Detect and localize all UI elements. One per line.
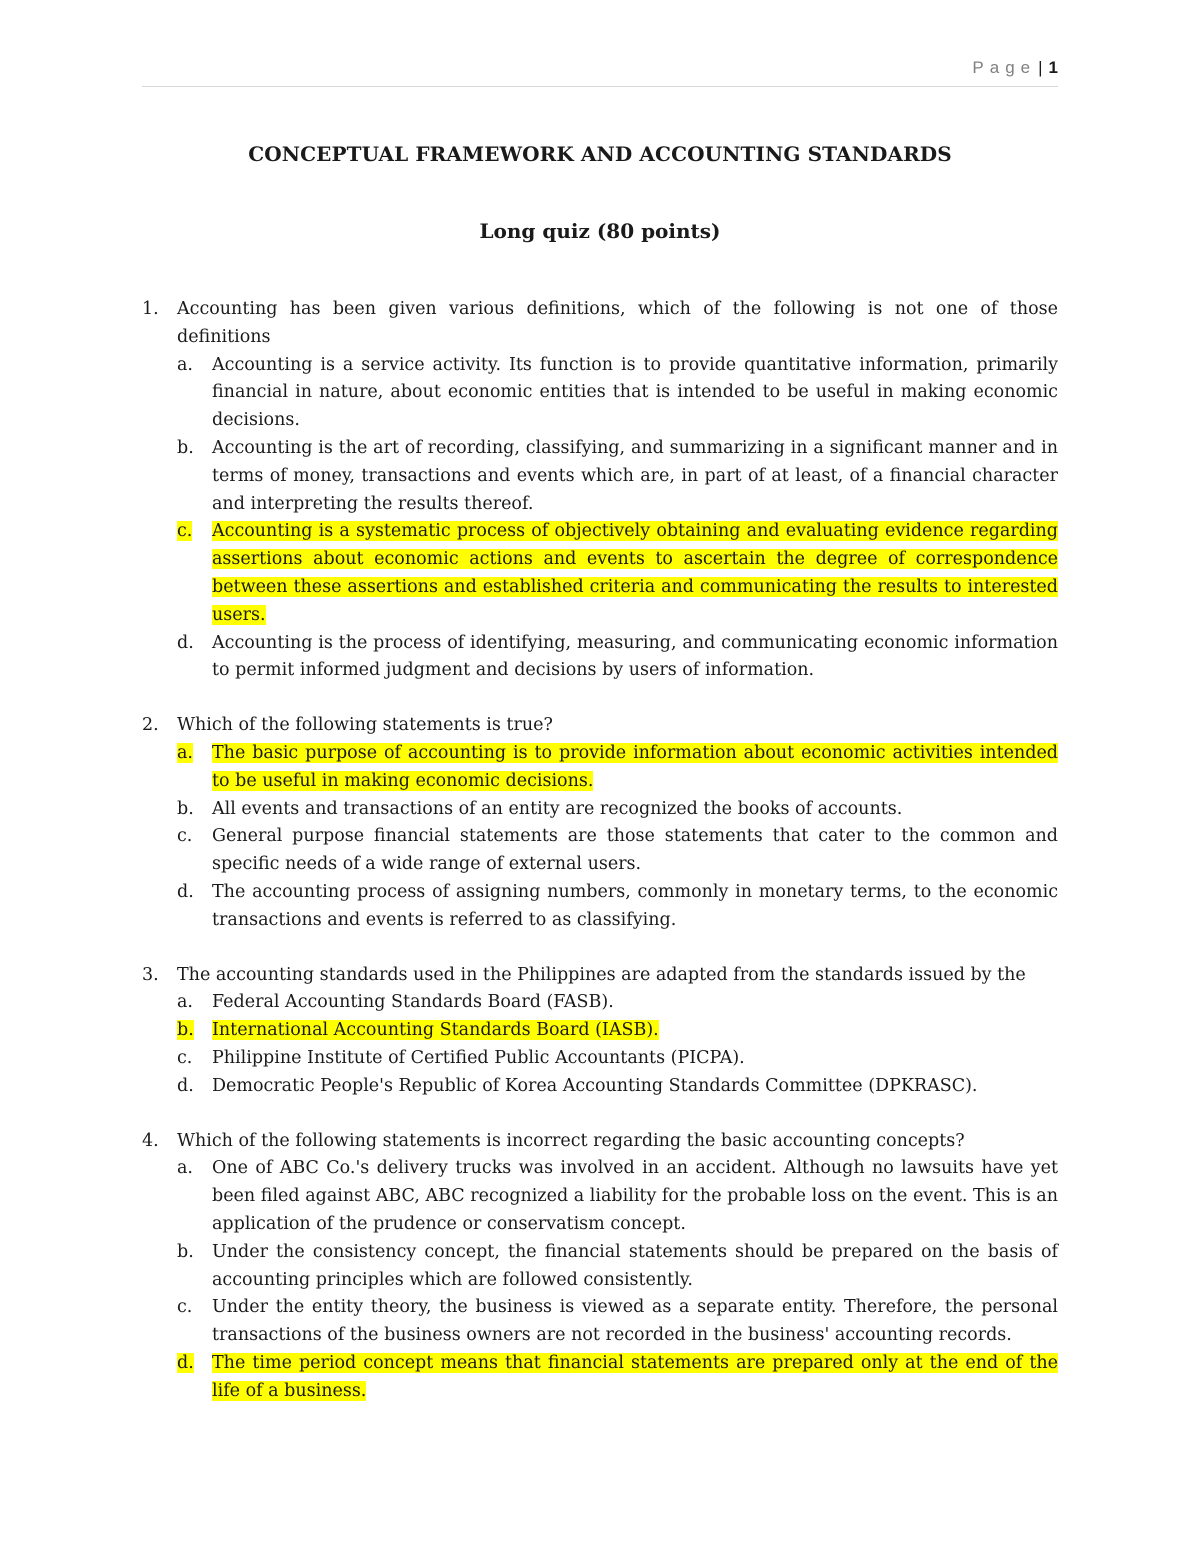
- option-letter: a.: [177, 992, 193, 1013]
- option-4d-highlighted-answer: [177, 1350, 1058, 1406]
- option-text: Accounting is the process of identifying, measuring, and communicating economic information to permit informed judgment and decisions by users of information.: [212, 632, 1058, 681]
- option-2c: [177, 823, 1058, 879]
- quiz-subtitle: Long quiz (80 points): [479, 219, 721, 243]
- option-list: [142, 352, 1058, 686]
- option-text: Democratic People's Republic of Korea Accounting Standards Committee (DPKRASC).: [212, 1075, 978, 1096]
- question-number: 4.: [142, 1130, 159, 1151]
- option-letter: c.: [177, 1047, 193, 1068]
- option-text: One of ABC Co.'s delivery trucks was involved in an accident. Although no lawsuits have yet been filed against ABC, ABC recognized a liability for the probable loss on the event. This is an application of the prudence or conservatism concept.: [212, 1158, 1058, 1234]
- option-letter: a.: [177, 1158, 193, 1179]
- option-text: Accounting is the art of recording, classifying, and summarizing in a significant manner and in terms of money, transactions and events which are, in part of at least, of a financial character and interpreting the results thereof.: [212, 437, 1058, 514]
- option-text: Federal Accounting Standards Board (FASB).: [212, 992, 614, 1013]
- question-list: [142, 296, 1058, 1432]
- option-list: [142, 1155, 1058, 1405]
- option-letter: c.: [177, 826, 193, 847]
- document-title: CONCEPTUAL FRAMEWORK AND ACCOUNTING STANDARDS: [248, 142, 952, 166]
- option-letter: d.: [177, 1075, 194, 1096]
- option-2a-highlighted-answer: [177, 740, 1058, 796]
- option-letter: d.: [177, 1352, 194, 1373]
- option-text: General purpose financial statements are those statements that cater to the common and specific needs of a wide range of external users.: [212, 826, 1058, 875]
- question-number: 3.: [142, 964, 159, 985]
- page-label: Page: [972, 58, 1037, 77]
- option-list: [142, 740, 1058, 935]
- question-4: [142, 1128, 1058, 1406]
- option-letter: b.: [177, 1241, 194, 1262]
- option-text: Philippine Institute of Certified Public Accountants (PICPA).: [212, 1047, 745, 1068]
- option-text: Under the consistency concept, the financial statements should be prepared on the basis of accounting principles which are followed consistently.: [212, 1241, 1058, 1290]
- option-1b: [177, 435, 1058, 518]
- option-3a: [177, 989, 1058, 1017]
- question-1: [142, 296, 1058, 685]
- question-text: The accounting standards used in the Philippines are adapted from the standards issued by the: [177, 964, 1026, 985]
- question-text: Accounting has been given various definitions, which of the following is not one of those definitions: [177, 299, 1058, 347]
- option-2b: [177, 796, 1058, 824]
- option-text: Accounting is a service activity. Its function is to provide quantitative information, primarily financial in nature, about economic entities that is intended to be useful in making economic decisions.: [212, 354, 1058, 431]
- option-3d: [177, 1073, 1058, 1101]
- page-header: [142, 58, 1058, 87]
- question-text: Which of the following statements is incorrect regarding the basic accounting concepts?: [177, 1130, 965, 1151]
- question-number: 1.: [142, 299, 159, 319]
- option-letter: c.: [177, 521, 193, 542]
- option-text: All events and transactions of an entity are recognized the books of accounts.: [212, 798, 903, 819]
- question-text: Which of the following statements is true?: [177, 715, 553, 736]
- question-2: [142, 712, 1058, 934]
- option-text: International Accounting Standards Board (IASB).: [212, 1020, 659, 1041]
- option-text: The basic purpose of accounting is to provide information about economic activities intended to be useful in making economic decisions.: [212, 742, 1058, 791]
- option-letter: d.: [177, 881, 194, 902]
- option-letter: a.: [177, 354, 193, 375]
- option-letter: c.: [177, 1297, 193, 1318]
- option-list: [142, 989, 1058, 1100]
- option-letter: a.: [177, 742, 193, 763]
- option-text: Under the entity theory, the business is viewed as a separate entity. Therefore, the personal transactions of the business owners are not recorded in the business' accounting records.: [212, 1297, 1058, 1346]
- option-letter: b.: [177, 798, 194, 819]
- page-number: 1: [1048, 58, 1058, 77]
- option-text: The time period concept means that financial statements are prepared only at the end of the life of a business.: [212, 1352, 1058, 1401]
- option-4c: [177, 1294, 1058, 1350]
- question-3: [142, 962, 1058, 1101]
- option-4a: [177, 1155, 1058, 1238]
- option-letter: b.: [177, 437, 194, 458]
- option-2d: [177, 879, 1058, 935]
- option-letter: d.: [177, 632, 194, 653]
- option-1d: [177, 630, 1058, 686]
- option-text: The accounting process of assigning numbers, commonly in monetary terms, to the economic transactions and events is referred to as classifying.: [212, 881, 1058, 930]
- question-number: 2.: [142, 715, 159, 736]
- option-text: Accounting is a systematic process of objectively obtaining and evaluating evidence regarding assertions about economic actions and events to ascertain the degree of correspondence between these assertions and established criteria and communicating the results to interested users.: [212, 521, 1058, 625]
- option-1a: [177, 352, 1058, 435]
- page-separator: |: [1038, 58, 1043, 77]
- option-letter: b.: [177, 1020, 194, 1041]
- option-3c: [177, 1045, 1058, 1073]
- option-4b: [177, 1239, 1058, 1295]
- option-3b-highlighted-answer: [177, 1017, 1058, 1045]
- option-1c-highlighted-answer: [177, 518, 1058, 629]
